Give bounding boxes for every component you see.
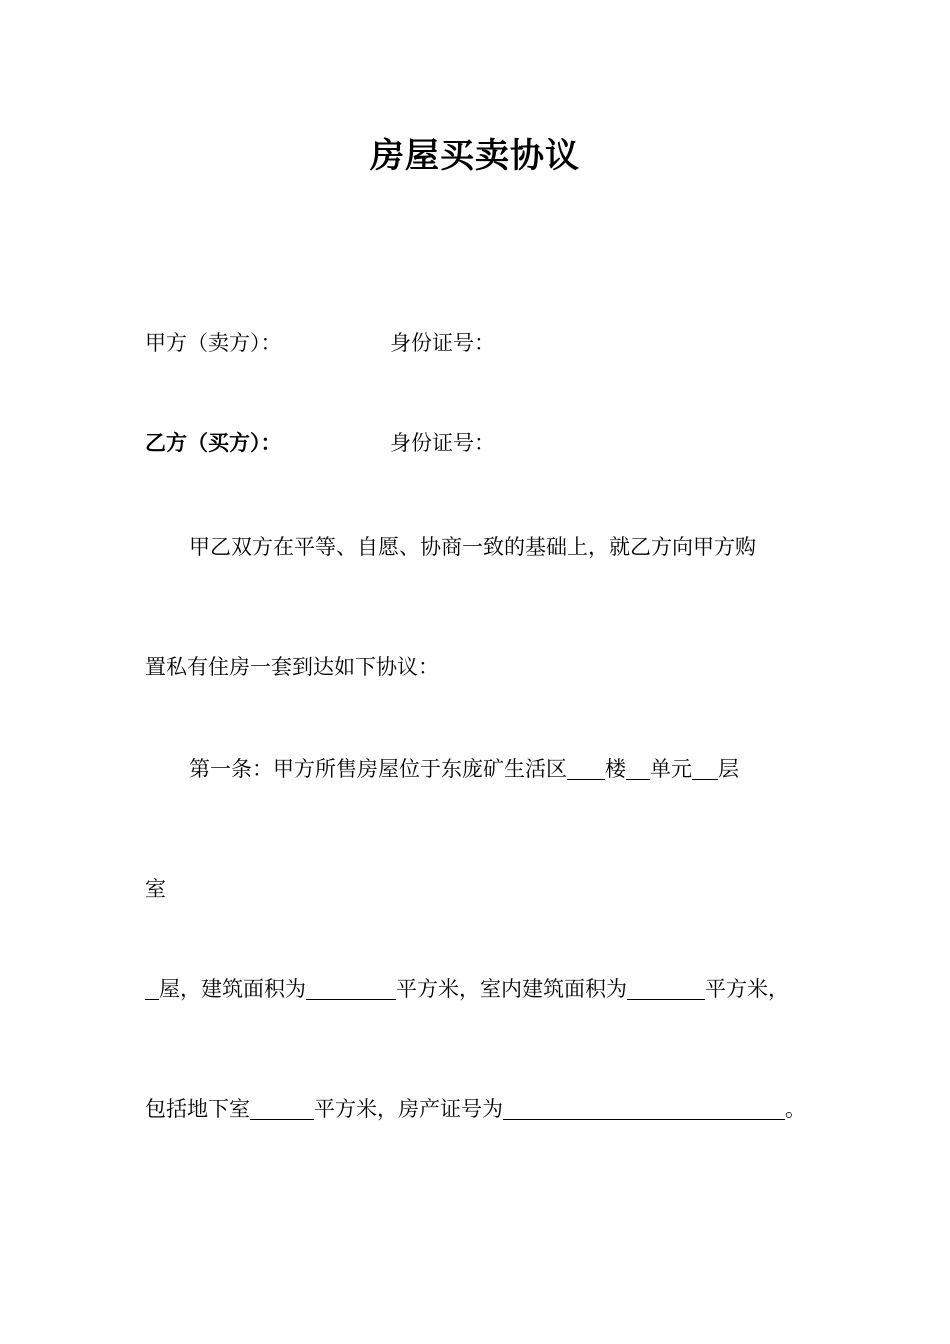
basement-label: 包括地下室: [145, 1097, 250, 1121]
unit-unit-text: 单元: [650, 757, 692, 781]
party-a-line: [145, 328, 282, 358]
floor-unit-text: 层: [718, 757, 739, 781]
intro-line-2: 置私有住房一套到达如下协议：: [145, 655, 439, 679]
article-1-line-3: [145, 974, 789, 1004]
article-1-line-1: [189, 754, 739, 784]
party-a-id-label: 身份证号：: [390, 331, 495, 355]
building-unit-text: 楼: [605, 757, 626, 781]
indoor-area-label: 平方米，室内建筑面积为: [396, 977, 627, 1001]
document-title: 房屋买卖协议: [370, 136, 580, 176]
article-1-line-2: 室: [145, 877, 166, 901]
indoor-area-unit: 平方米，: [705, 977, 789, 1001]
building-area-blank: [306, 977, 396, 1000]
article-1-location-text: 第一条：甲方所售房屋位于东庞矿生活区: [189, 757, 567, 781]
indoor-area-blank: [627, 977, 705, 1000]
sentence-end: 。: [785, 1097, 806, 1121]
certificate-label: 平方米，房产证号为: [314, 1097, 503, 1121]
intro-line-1: 甲乙双方在平等、自愿、协商一致的基础上，就乙方向甲方购: [189, 535, 756, 559]
building-number-blank: [567, 757, 605, 780]
unit-number-blank: [626, 757, 650, 780]
building-area-label: 屋，建筑面积为: [159, 977, 306, 1001]
floor-number-blank: [692, 757, 718, 780]
room-count-blank: [145, 977, 159, 1000]
basement-area-blank: [250, 1097, 314, 1120]
party-b-id-label: 身份证号：: [390, 431, 495, 455]
party-b-label: 乙方（买方）：: [145, 430, 282, 455]
party-b-line: [145, 428, 282, 458]
certificate-number-blank: [503, 1097, 785, 1120]
article-1-line-4: [145, 1094, 806, 1124]
party-a-label: 甲方（卖方）：: [145, 331, 282, 355]
